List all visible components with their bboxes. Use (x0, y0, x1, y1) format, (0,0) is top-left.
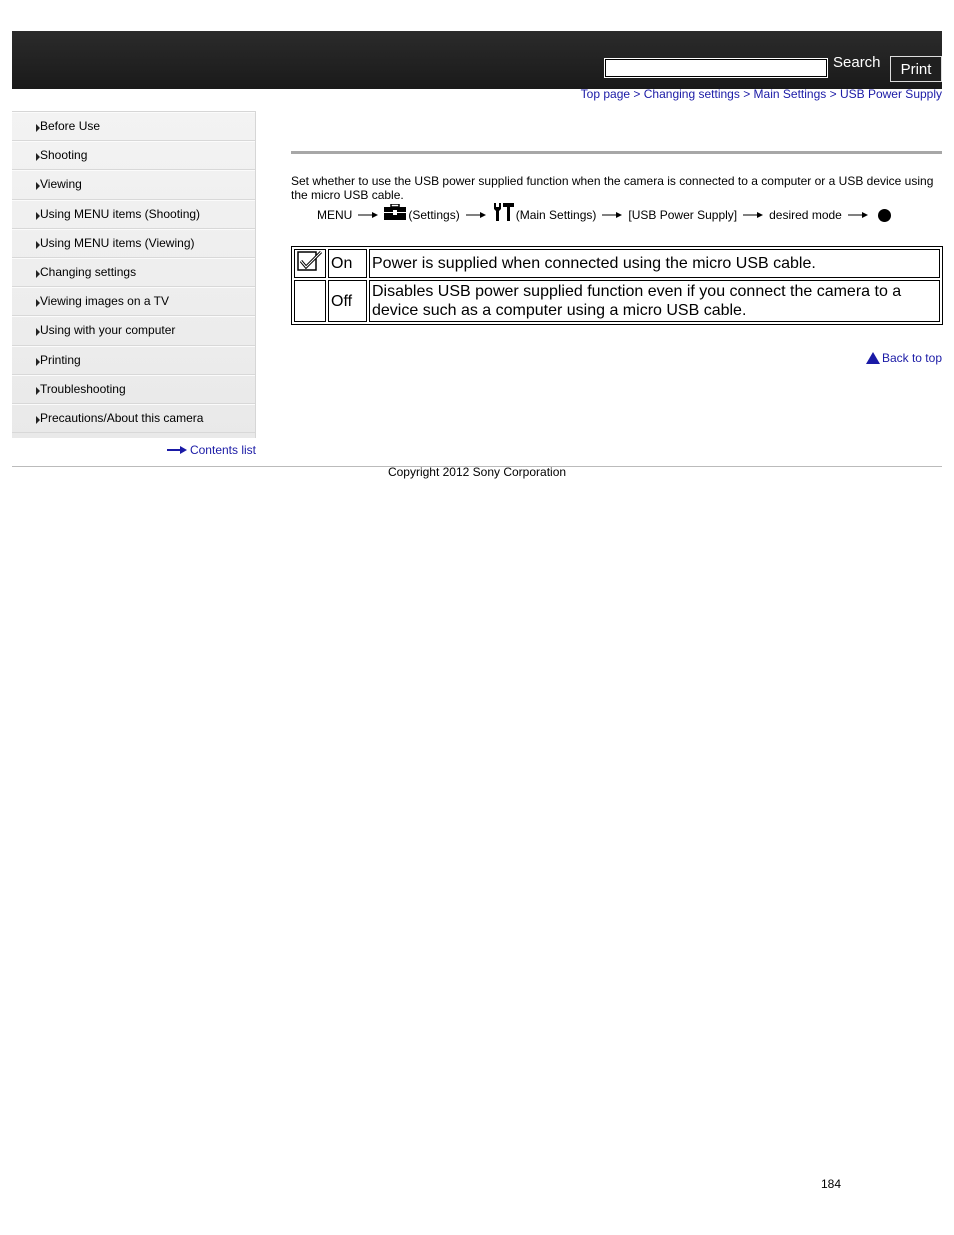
toolbox-icon (384, 204, 406, 220)
back-to-top-label: Back to top (881, 351, 942, 365)
page-number: 184 (821, 1177, 842, 1191)
triangle-right-icon (36, 416, 40, 424)
sidebar-item-label: Precautions/About this camera (40, 410, 204, 425)
sidebar (12, 111, 256, 438)
sidebar-item-label: Shooting (40, 148, 88, 163)
option-name: On (328, 249, 367, 278)
back-to-top-link[interactable] (866, 351, 942, 365)
arrow-right-icon (358, 211, 378, 219)
triangle-right-icon (36, 358, 40, 366)
sidebar-item-label: Changing settings (40, 264, 137, 279)
breadcrumb-main-settings[interactable]: Main Settings (753, 87, 827, 101)
enter-button-icon (878, 209, 891, 222)
checkmark-icon (297, 250, 323, 272)
sidebar-item-precautions[interactable] (12, 404, 255, 433)
triangle-right-icon (36, 182, 40, 190)
sidebar-item-label: Troubleshooting (40, 381, 126, 396)
sidebar-item-viewing[interactable] (12, 170, 255, 199)
step-usb-power-supply: [USB Power Supply] (628, 208, 738, 222)
option-description: Power is supplied when connected using the micro USB cable. (369, 249, 940, 278)
sidebar-item-menu-viewing[interactable] (12, 229, 255, 258)
breadcrumb-changing-settings[interactable]: Changing settings (643, 87, 740, 101)
step-menu: MENU (317, 208, 353, 222)
arrow-right-icon (743, 211, 763, 219)
breadcrumb-separator: > (633, 87, 641, 101)
sidebar-item-changing-settings[interactable] (12, 258, 255, 287)
triangle-right-icon (36, 153, 40, 161)
arrow-right-icon (848, 211, 868, 219)
search-input[interactable] (604, 58, 828, 78)
wrench-icon (492, 203, 514, 221)
triangle-right-icon (36, 124, 40, 132)
header-bar (12, 31, 942, 89)
arrow-right-icon (466, 211, 486, 219)
breadcrumb-separator: > (743, 87, 751, 101)
sidebar-item-printing[interactable] (12, 346, 255, 375)
step-main-settings: (Main Settings) (515, 208, 597, 222)
breadcrumb-separator: > (829, 87, 837, 101)
default-cell (294, 249, 326, 278)
sidebar-item-label: Using MENU items (Shooting) (40, 206, 201, 221)
default-cell (294, 280, 326, 322)
arrow-right-icon (167, 446, 187, 454)
sidebar-item-label: Printing (40, 352, 81, 367)
print-button[interactable]: Print (890, 56, 942, 82)
sidebar-item-troubleshooting[interactable] (12, 375, 255, 404)
sidebar-item-label: Using MENU items (Viewing) (40, 235, 195, 250)
sidebar-item-shooting[interactable] (12, 141, 255, 170)
triangle-right-icon (36, 299, 40, 307)
search-button[interactable]: Search (833, 54, 881, 71)
option-description: Disables USB power supplied function even if you connect the camera to a device such as a computer using a micro USB cable. (369, 280, 940, 322)
step-desired-mode: desired mode (769, 208, 842, 222)
breadcrumb (581, 87, 942, 101)
triangle-right-icon (36, 270, 40, 278)
sidebar-item-label: Viewing images on a TV (40, 294, 169, 309)
triangle-right-icon (36, 212, 40, 220)
triangle-up-icon (866, 352, 880, 364)
sidebar-item-viewing-on-tv[interactable] (12, 287, 255, 316)
triangle-right-icon (36, 387, 40, 395)
triangle-right-icon (36, 241, 40, 249)
table-row (294, 280, 940, 322)
arrow-right-icon (602, 211, 622, 219)
triangle-right-icon (36, 328, 40, 336)
table-row (294, 249, 940, 278)
sidebar-item-label: Using with your computer (40, 323, 176, 338)
sidebar-item-menu-shooting[interactable] (12, 200, 255, 229)
sidebar-item-label: Before Use (40, 119, 101, 133)
contents-list-label: Contents list (189, 443, 256, 457)
step-settings: (Settings) (408, 208, 460, 222)
sidebar-item-computer[interactable] (12, 316, 255, 345)
options-table (291, 246, 943, 325)
intro-text: Set whether to use the USB power supplied function when the camera is connected to a computer or a USB device using the micro USB cable. (291, 174, 934, 202)
contents-list-link[interactable] (167, 443, 256, 457)
breadcrumb-usb-power-supply[interactable]: USB Power Supply (839, 87, 942, 101)
breadcrumb-top-page[interactable]: Top page (580, 87, 631, 101)
copyright-text: Copyright 2012 Sony Corporation (387, 465, 567, 479)
title-divider (291, 151, 942, 154)
sidebar-item-label: Viewing (40, 177, 82, 192)
sidebar-item-before-use[interactable] (12, 112, 255, 141)
option-name: Off (328, 280, 367, 322)
menu-steps (317, 208, 891, 222)
